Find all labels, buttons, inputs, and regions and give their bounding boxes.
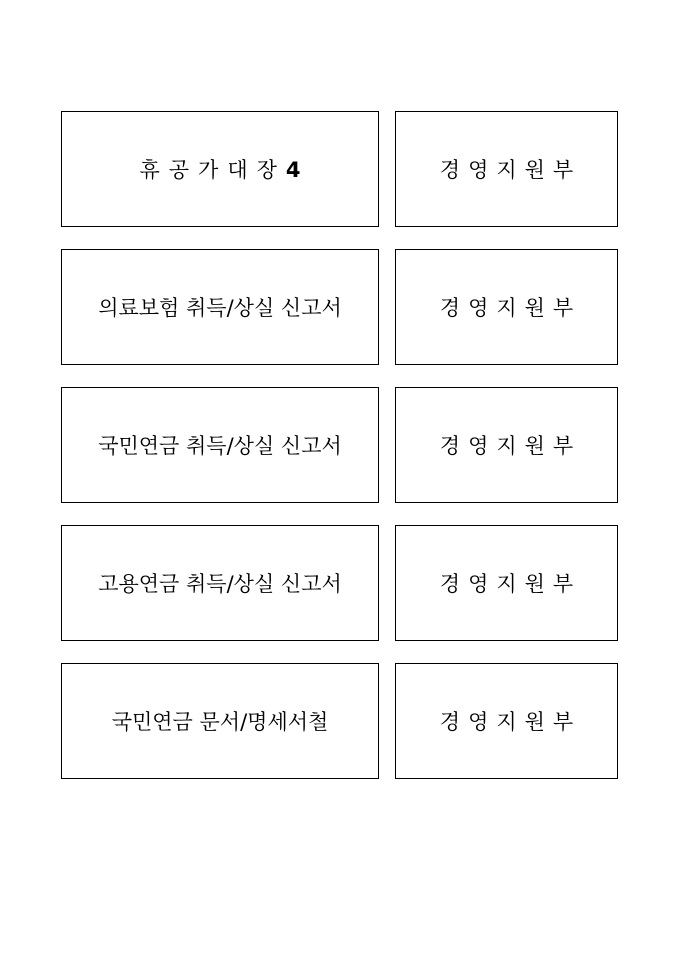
label-row (61, 249, 618, 365)
label-row (61, 111, 618, 227)
label-title-box (61, 663, 379, 779)
label-dept-box (395, 249, 618, 365)
label-row (61, 387, 618, 503)
label-grid (61, 111, 618, 801)
label-dept: 경영지원부 (439, 434, 582, 458)
label-title: 국민연금 문서/명세서철 (111, 710, 329, 734)
label-title-box (61, 387, 379, 503)
label-dept-box (395, 387, 618, 503)
label-row (61, 663, 618, 779)
label-title-box (61, 111, 379, 227)
label-dept-box (395, 525, 618, 641)
label-row (61, 525, 618, 641)
label-title-box (61, 525, 379, 641)
label-dept: 경영지원부 (439, 710, 582, 734)
label-title: 의료보험 취득/상실 신고서 (98, 296, 342, 320)
label-title: 고용연금 취득/상실 신고서 (98, 572, 342, 596)
label-dept: 경영지원부 (439, 572, 582, 596)
label-dept-box (395, 663, 618, 779)
label-title: 국민연금 취득/상실 신고서 (98, 434, 342, 458)
label-dept: 경영지원부 (439, 158, 582, 182)
label-dept: 경영지원부 (439, 296, 582, 320)
label-dept-box (395, 111, 618, 227)
label-title: 휴공가대장4 (139, 158, 310, 182)
label-title-box (61, 249, 379, 365)
